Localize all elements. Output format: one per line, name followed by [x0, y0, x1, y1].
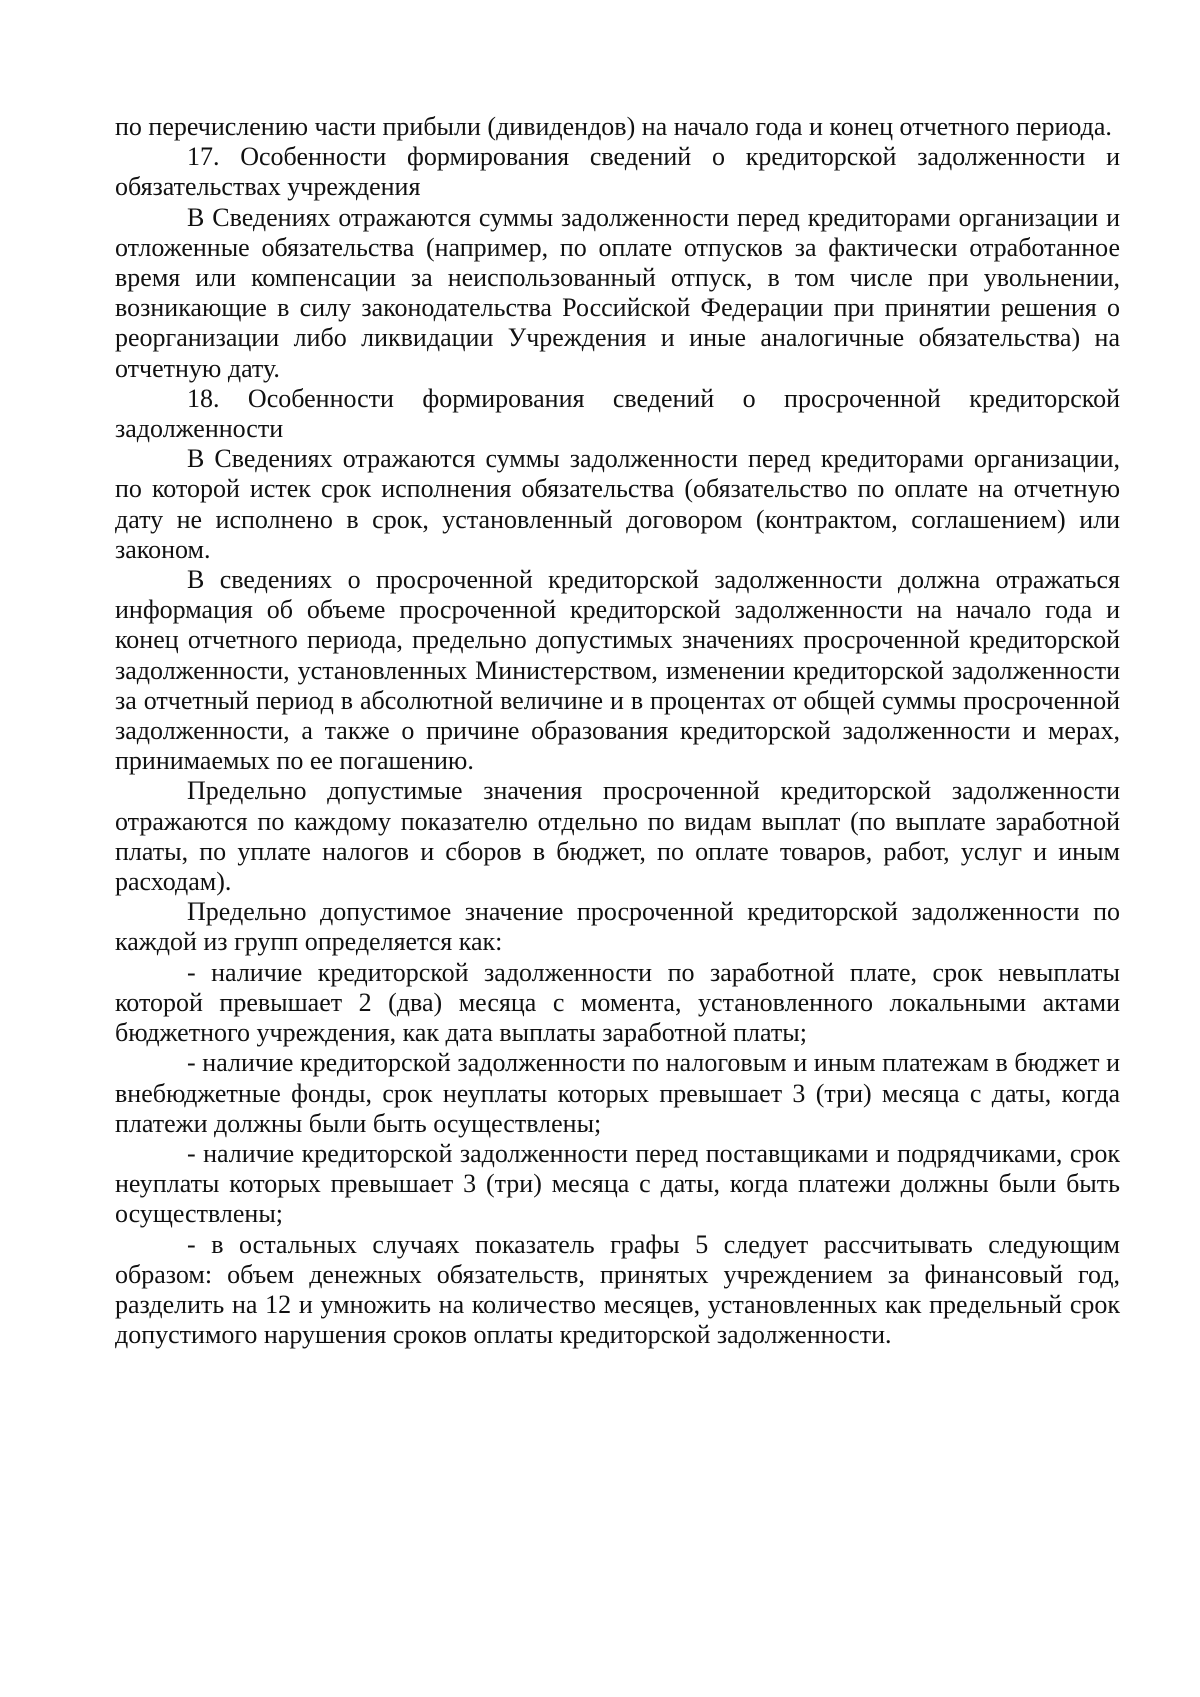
section-heading-17: 17. Особенности формирования сведений о кредиторской задолженности и обязательствах учреждения — [115, 142, 1120, 202]
paragraph-overdue-debt: В Сведениях отражаются суммы задолженности перед кредиторами организации, по которой истек срок исполнения обязательства (обязательство по оплате на отчетную дату не исполнено в срок, установленный договором (контрактом, соглашением) или законом. — [115, 444, 1120, 564]
list-item-salary: - наличие кредиторской задолженности по заработной плате, срок невыплаты которой превышает 2 (два) месяца с момента, установленного локальными актами бюджетного учреждения, как дата выплаты заработной платы; — [115, 957, 1120, 1048]
list-item-other-cases: - в остальных случаях показатель графы 5 следует рассчитывать следующим образом: объем денежных обязательств, принятых учреждением за финансовый год, разделить на 12 и умножить на количество месяцев, установленных как предельный срок допустимого нарушения сроков оплаты кредиторской задолженности. — [115, 1229, 1120, 1350]
list-item-taxes: - наличие кредиторской задолженности по налоговым и иным платежам в бюджет и внебюджетные фонды, срок неуплаты которых превышает 3 (три) месяца с даты, когда платежи должны были быть осуществлены; — [115, 1048, 1120, 1138]
paragraph-obligations: В Сведениях отражаются суммы задолженности перед кредиторами организации и отложенные обязательства (например, по оплате отпусков за фактически отработанное время или компенсации за неиспользованный отпуск, в том числе при увольнении, возникающие в силу законодательства Российской Федерации при принятии решения о реорганизации либо ликвидации Учреждения и иные аналогичные обязательства) на отчетную дату. — [115, 202, 1120, 383]
paragraph-limit-definition: Предельно допустимое значение просроченной кредиторской задолженности по каждой из групп определяется как: — [115, 897, 1120, 957]
list-item-suppliers: - наличие кредиторской задолженности перед поставщиками и подрядчиками, срок неуплаты которых превышает 3 (три) месяца с даты, когда платежи должны были быть осуществлены; — [115, 1138, 1120, 1229]
section-heading-18: 18. Особенности формирования сведений о просроченной кредиторской задолженности — [115, 383, 1120, 444]
paragraph-overdue-info: В сведениях о просроченной кредиторской задолженности должна отражаться информация об объеме просроченной кредиторской задолженности на начало года и конец отчетного периода, предельно допустимых значениях просроченной кредиторской задолженности, установленных Министерством, изменении кредиторской задолженности за отчетный период в абсолютной величине и в процентах от общей суммы просроченной задолженности, а также о причине образования кредиторской задолженности и мерах, принимаемых по ее погашению. — [115, 565, 1120, 776]
paragraph-continuation: по перечислению части прибыли (дивидендов) на начало года и конец отчетного периода. — [115, 112, 1112, 141]
paragraph-limit-values: Предельно допустимые значения просроченной кредиторской задолженности отражаются по каждому показателю отдельно по видам выплат (по выплате заработной платы, по уплате налогов и сборов в бюджет, по оплате товаров, работ, услуг и иным расходам). — [115, 776, 1120, 897]
